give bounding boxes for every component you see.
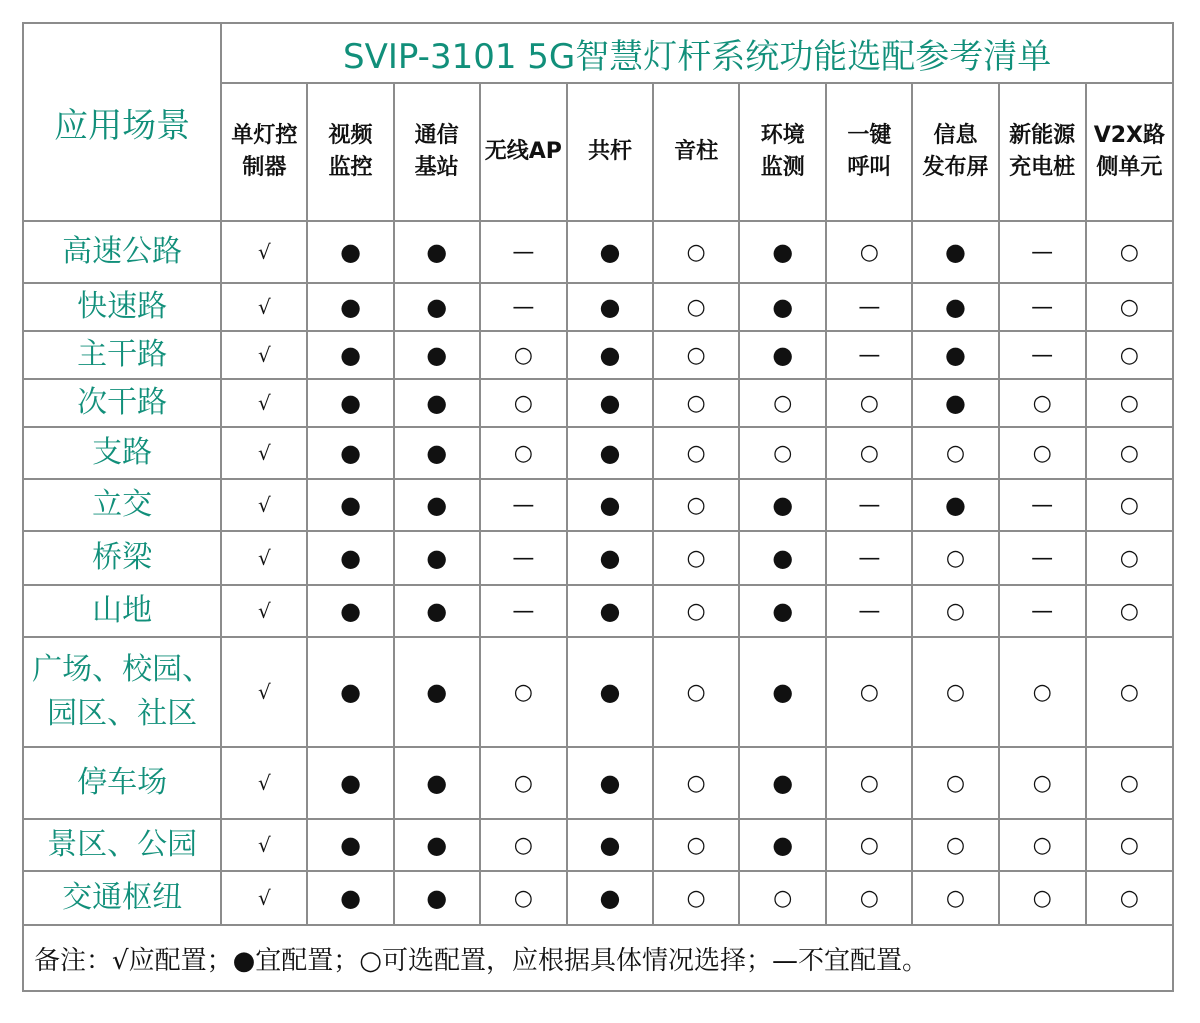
table-row <box>23 379 1173 427</box>
mark-cell: ○ <box>480 379 567 427</box>
mark-cell: ○ <box>653 819 739 871</box>
mark-cell: ● <box>307 637 393 747</box>
table-title: SVIP-3101 5G智慧灯杆系统功能选配参考清单 <box>221 23 1173 83</box>
mark-cell: ● <box>394 531 480 585</box>
scene-cell: 景区、公园 <box>23 819 221 871</box>
table-row <box>23 819 1173 871</box>
mark-cell: — <box>826 585 912 637</box>
scene-cell: 快速路 <box>23 283 221 331</box>
column-header <box>1086 83 1173 221</box>
mark-cell: ○ <box>912 531 998 585</box>
mark-cell: ● <box>567 479 653 531</box>
mark-cell: — <box>480 531 567 585</box>
mark-cell: ● <box>394 637 480 747</box>
mark-cell: ○ <box>480 819 567 871</box>
mark-cell: ○ <box>912 747 998 819</box>
table-row <box>23 585 1173 637</box>
mark-cell: ○ <box>826 379 912 427</box>
mark-cell: ● <box>394 221 480 283</box>
mark-cell: — <box>999 479 1086 531</box>
mark-cell: ● <box>567 819 653 871</box>
column-header-line: 通信 <box>414 123 459 148</box>
mark-cell: ● <box>739 819 826 871</box>
mark-cell: ○ <box>826 819 912 871</box>
mark-cell: ● <box>912 379 998 427</box>
mark-cell: — <box>480 479 567 531</box>
mark-cell: ○ <box>999 379 1086 427</box>
mark-cell: ○ <box>653 531 739 585</box>
mark-cell: ● <box>739 747 826 819</box>
mark-cell: ● <box>394 479 480 531</box>
mark-cell: ○ <box>480 871 567 925</box>
mark-cell: ● <box>307 379 393 427</box>
mark-cell: ● <box>307 427 393 479</box>
column-header-line: 监控 <box>328 155 373 180</box>
mark-cell: ○ <box>653 221 739 283</box>
mark-cell: √ <box>221 747 307 819</box>
mark-cell: ● <box>567 531 653 585</box>
column-header <box>826 83 912 221</box>
scene-cell: 交通枢纽 <box>23 871 221 925</box>
mark-cell: ● <box>739 221 826 283</box>
column-header <box>307 83 393 221</box>
mark-cell: — <box>999 585 1086 637</box>
mark-cell: ○ <box>653 283 739 331</box>
table-row <box>23 637 1173 747</box>
mark-cell: ● <box>567 331 653 379</box>
column-header-line: 呼叫 <box>847 155 892 180</box>
table-row <box>23 331 1173 379</box>
mark-cell: ○ <box>480 637 567 747</box>
mark-cell: ● <box>394 819 480 871</box>
mark-cell: ○ <box>999 819 1086 871</box>
mark-cell: — <box>480 221 567 283</box>
mark-cell: ○ <box>480 747 567 819</box>
table-row <box>23 747 1173 819</box>
mark-cell: √ <box>221 637 307 747</box>
mark-cell: ○ <box>653 747 739 819</box>
mark-cell: ● <box>394 379 480 427</box>
mark-cell: ● <box>307 819 393 871</box>
mark-cell: √ <box>221 479 307 531</box>
mark-cell: ● <box>567 871 653 925</box>
mark-cell: — <box>999 331 1086 379</box>
mark-cell: √ <box>221 379 307 427</box>
mark-cell: √ <box>221 585 307 637</box>
mark-cell: ● <box>739 479 826 531</box>
mark-cell: ● <box>394 747 480 819</box>
mark-cell: ○ <box>999 747 1086 819</box>
mark-cell: ○ <box>826 747 912 819</box>
mark-cell: ● <box>567 585 653 637</box>
mark-cell: ● <box>567 747 653 819</box>
mark-cell: ○ <box>653 479 739 531</box>
mark-cell: ○ <box>480 331 567 379</box>
scene-line: 园区、社区 <box>47 696 198 731</box>
mark-cell: √ <box>221 819 307 871</box>
column-header-line: 无线AP <box>484 139 562 164</box>
mark-cell: ○ <box>999 427 1086 479</box>
mark-cell: — <box>999 531 1086 585</box>
column-header-line: 信息 <box>933 123 978 148</box>
mark-cell: ● <box>739 331 826 379</box>
mark-cell: — <box>999 283 1086 331</box>
mark-cell: √ <box>221 283 307 331</box>
scene-cell: 山地 <box>23 585 221 637</box>
mark-cell: ● <box>739 531 826 585</box>
mark-cell: — <box>480 283 567 331</box>
scene-cell: 立交 <box>23 479 221 531</box>
column-header <box>739 83 826 221</box>
scene-cell: 高速公路 <box>23 221 221 283</box>
column-header-line: 环境 <box>760 123 805 148</box>
mark-cell: ○ <box>912 871 998 925</box>
mark-cell: ○ <box>826 871 912 925</box>
mark-cell: ● <box>307 331 393 379</box>
mark-cell: ○ <box>1086 585 1173 637</box>
column-header-line: 充电桩 <box>1009 155 1076 180</box>
mark-cell: ● <box>912 479 998 531</box>
column-header-line: V2X路 <box>1093 123 1166 148</box>
mark-cell: ● <box>739 637 826 747</box>
mark-cell: ● <box>394 585 480 637</box>
table-row <box>23 479 1173 531</box>
mark-cell: ○ <box>1086 531 1173 585</box>
mark-cell: ○ <box>1086 283 1173 331</box>
scene-cell: 支路 <box>23 427 221 479</box>
column-header-line: 制器 <box>242 155 287 180</box>
column-header <box>912 83 998 221</box>
column-header <box>653 83 739 221</box>
column-header <box>480 83 567 221</box>
mark-cell: ○ <box>912 585 998 637</box>
mark-cell: ○ <box>653 585 739 637</box>
table-row <box>23 531 1173 585</box>
mark-cell: ● <box>307 747 393 819</box>
mark-cell: ○ <box>1086 379 1173 427</box>
mark-cell: ● <box>567 221 653 283</box>
column-header-line: 单灯控 <box>231 123 298 148</box>
column-header <box>221 83 307 221</box>
mark-cell: ● <box>394 871 480 925</box>
mark-cell: ● <box>912 283 998 331</box>
mark-cell: ○ <box>653 637 739 747</box>
scene-line: 广场、校园、 <box>32 652 213 687</box>
column-header-line: 一键 <box>847 123 892 148</box>
mark-cell: ● <box>567 379 653 427</box>
mark-cell: — <box>826 331 912 379</box>
mark-cell: ● <box>567 283 653 331</box>
column-header-line: 视频 <box>328 123 373 148</box>
mark-cell: ○ <box>653 379 739 427</box>
mark-cell: ○ <box>826 221 912 283</box>
mark-cell: ○ <box>653 427 739 479</box>
mark-cell: ○ <box>1086 637 1173 747</box>
function-selection-table <box>22 22 1174 992</box>
mark-cell: ○ <box>1086 221 1173 283</box>
mark-cell: ● <box>739 283 826 331</box>
scene-cell: 主干路 <box>23 331 221 379</box>
table-row <box>23 427 1173 479</box>
mark-cell: ● <box>307 585 393 637</box>
mark-cell: ● <box>739 585 826 637</box>
mark-cell: ○ <box>480 427 567 479</box>
mark-cell: ○ <box>1086 747 1173 819</box>
mark-cell: — <box>826 531 912 585</box>
column-header-line: 新能源 <box>1009 123 1076 148</box>
mark-cell: ○ <box>912 819 998 871</box>
mark-cell: ○ <box>1086 871 1173 925</box>
mark-cell: ● <box>567 637 653 747</box>
mark-cell: ○ <box>1086 479 1173 531</box>
mark-cell: √ <box>221 331 307 379</box>
mark-cell: ○ <box>1086 819 1173 871</box>
mark-cell: ● <box>307 531 393 585</box>
mark-cell: ○ <box>653 871 739 925</box>
table-body <box>23 221 1173 925</box>
mark-cell: ○ <box>1086 427 1173 479</box>
column-header-line: 共杆 <box>587 139 632 164</box>
mark-cell: — <box>826 283 912 331</box>
mark-cell: ○ <box>739 871 826 925</box>
mark-cell: ● <box>307 479 393 531</box>
mark-cell: — <box>999 221 1086 283</box>
mark-cell: √ <box>221 871 307 925</box>
column-header-line: 监测 <box>760 155 805 180</box>
column-header-line: 基站 <box>414 155 459 180</box>
mark-cell: — <box>480 585 567 637</box>
table-row <box>23 871 1173 925</box>
mark-cell: ○ <box>739 427 826 479</box>
mark-cell: ● <box>307 221 393 283</box>
mark-cell: √ <box>221 221 307 283</box>
mark-cell: ○ <box>999 871 1086 925</box>
mark-cell: ● <box>567 427 653 479</box>
column-header-line: 音柱 <box>674 139 719 164</box>
mark-cell: — <box>826 479 912 531</box>
mark-cell: ○ <box>999 637 1086 747</box>
scene-cell: 停车场 <box>23 747 221 819</box>
column-header-line: 发布屏 <box>922 155 989 180</box>
mark-cell: ● <box>394 427 480 479</box>
table-row <box>23 283 1173 331</box>
mark-cell: ○ <box>739 379 826 427</box>
scene-cell <box>23 637 221 747</box>
mark-cell: ● <box>307 283 393 331</box>
table-row <box>23 221 1173 283</box>
column-header-line: 侧单元 <box>1096 155 1163 180</box>
mark-cell: √ <box>221 531 307 585</box>
mark-cell: ● <box>912 331 998 379</box>
mark-cell: ● <box>394 283 480 331</box>
mark-cell: √ <box>221 427 307 479</box>
mark-cell: ○ <box>826 427 912 479</box>
mark-cell: ○ <box>653 331 739 379</box>
scene-cell: 桥梁 <box>23 531 221 585</box>
mark-cell: ○ <box>912 637 998 747</box>
mark-cell: ● <box>912 221 998 283</box>
scene-header: 应用场景 <box>23 23 221 221</box>
column-header <box>567 83 653 221</box>
mark-cell: ○ <box>1086 331 1173 379</box>
mark-cell: ● <box>307 871 393 925</box>
mark-cell: ● <box>394 331 480 379</box>
legend-note: 备注：√应配置；●宜配置；○可选配置，应根据具体情况选择；—不宜配置。 <box>23 925 1173 991</box>
mark-cell: ○ <box>826 637 912 747</box>
column-header <box>394 83 480 221</box>
column-header <box>999 83 1086 221</box>
mark-cell: ○ <box>912 427 998 479</box>
scene-cell: 次干路 <box>23 379 221 427</box>
